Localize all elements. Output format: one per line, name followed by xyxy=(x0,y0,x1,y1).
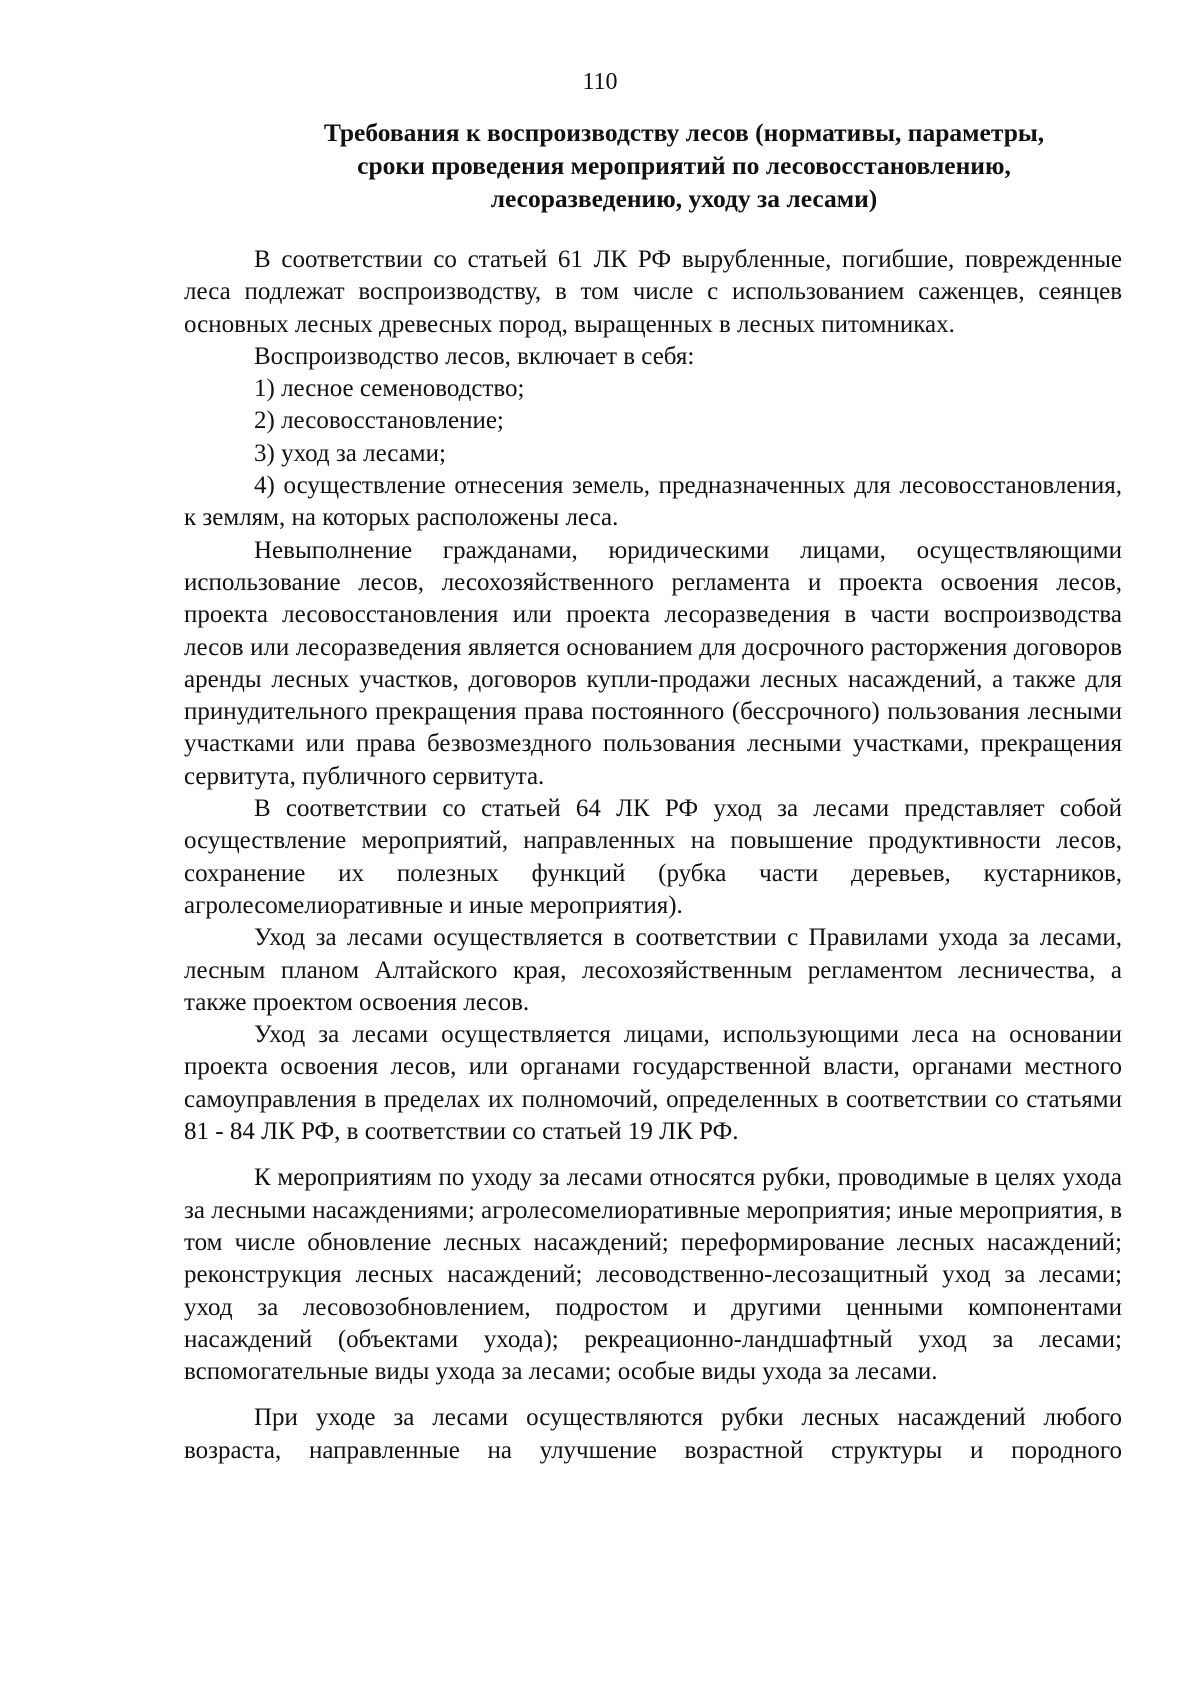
list-item: 3) уход за лесами; xyxy=(254,439,446,467)
paragraph: При уходе за лесами осуществляются рубки лесных насаждений любого возраста, направленные на улучшение возрастной структуры и породного xyxy=(184,1404,1122,1464)
paragraph: Воспроизводство лесов, включает в себя: xyxy=(254,342,695,370)
paragraph: В соответствии со статьей 64 ЛК РФ уход за лесами представляет собой осуществление мероприятий, направленных на повышение продуктивности лесов, сохранение их полезных функций (рубка части деревьев, кустарников, агролесомелиоративные и иные мероприятия). xyxy=(184,795,1122,919)
section-title xyxy=(250,116,1118,215)
paragraph: Невыполнение гражданами, юридическими лицами, осуществляющими использование лесов, лесохозяйственного регламента и проекта освоения лесов, проекта лесовосстановления или проекта лесоразведения в части воспроизводства лесов или лесоразведения является основанием для досрочного расторжения договоров аренды лесных участков, договоров купли-продажи лесных насаждений, а также для принудительного прекращения права постоянного (бессрочного) пользования лесными участками или права безвозмездного пользования лесными участками, прекращения сервитута, публичного сервитута. xyxy=(184,536,1122,790)
section-title-line: сроки проведения мероприятий по лесовосстановлению, xyxy=(357,151,1011,180)
section-title-line: лесоразведению, уходу за лесами) xyxy=(490,184,878,213)
paragraph: В соответствии со статьей 61 ЛК РФ вырубленные, погибшие, поврежденные леса подлежат воспроизводству, в том числе с использованием саженцев, сеянцев основных лесных древесных пород, выращенных в лесных питомниках. xyxy=(184,246,1122,338)
list-item: 1) лесное семеноводство; xyxy=(254,375,525,403)
paragraph: Уход за лесами осуществляется лицами, использующими леса на основании проекта освоения лесов, или органами государственной власти, органами местного самоуправления в пределах их полномочий, определенных в соответствии со статьями 81 - 84 ЛК РФ, в соответствии со статьей 19 ЛК РФ. xyxy=(184,1021,1122,1146)
page-number: 110 xyxy=(582,69,618,95)
paragraph: К мероприятиям по уходу за лесами относятся рубки, проводимые в целях ухода за лесными насаждениями; агролесомелиоративные мероприятия; иные мероприятия, в том числе обновление лесных насаждений; переформирование лесных насаждений; реконструкция лесных насаждений; лесоводственно-лесозащитный уход за лесами; уход за лесовозобновлением, подростом и другими ценными компонентами насаждений (объектами ухода); рекреационно-ландшафтный уход за лесами; вспомогательные виды ухода за лесами; особые виды ухода за лесами. xyxy=(184,1164,1122,1386)
paragraph: Уход за лесами осуществляется в соответствии с Правилами ухода за лесами, лесным планом Алтайского края, лесохозяйственным регламентом лесничества, а также проектом освоения лесов. xyxy=(184,924,1122,1016)
document-body xyxy=(184,244,1122,1467)
section-title-line: Требования к воспроизводству лесов (нормативы, параметры, xyxy=(323,118,1045,147)
list-item: 4) осуществление отнесения земель, предназначенных для лесовосстановления, к землям, на которых расположены леса. xyxy=(184,472,1122,532)
list-item: 2) лесовосстановление; xyxy=(254,407,504,435)
